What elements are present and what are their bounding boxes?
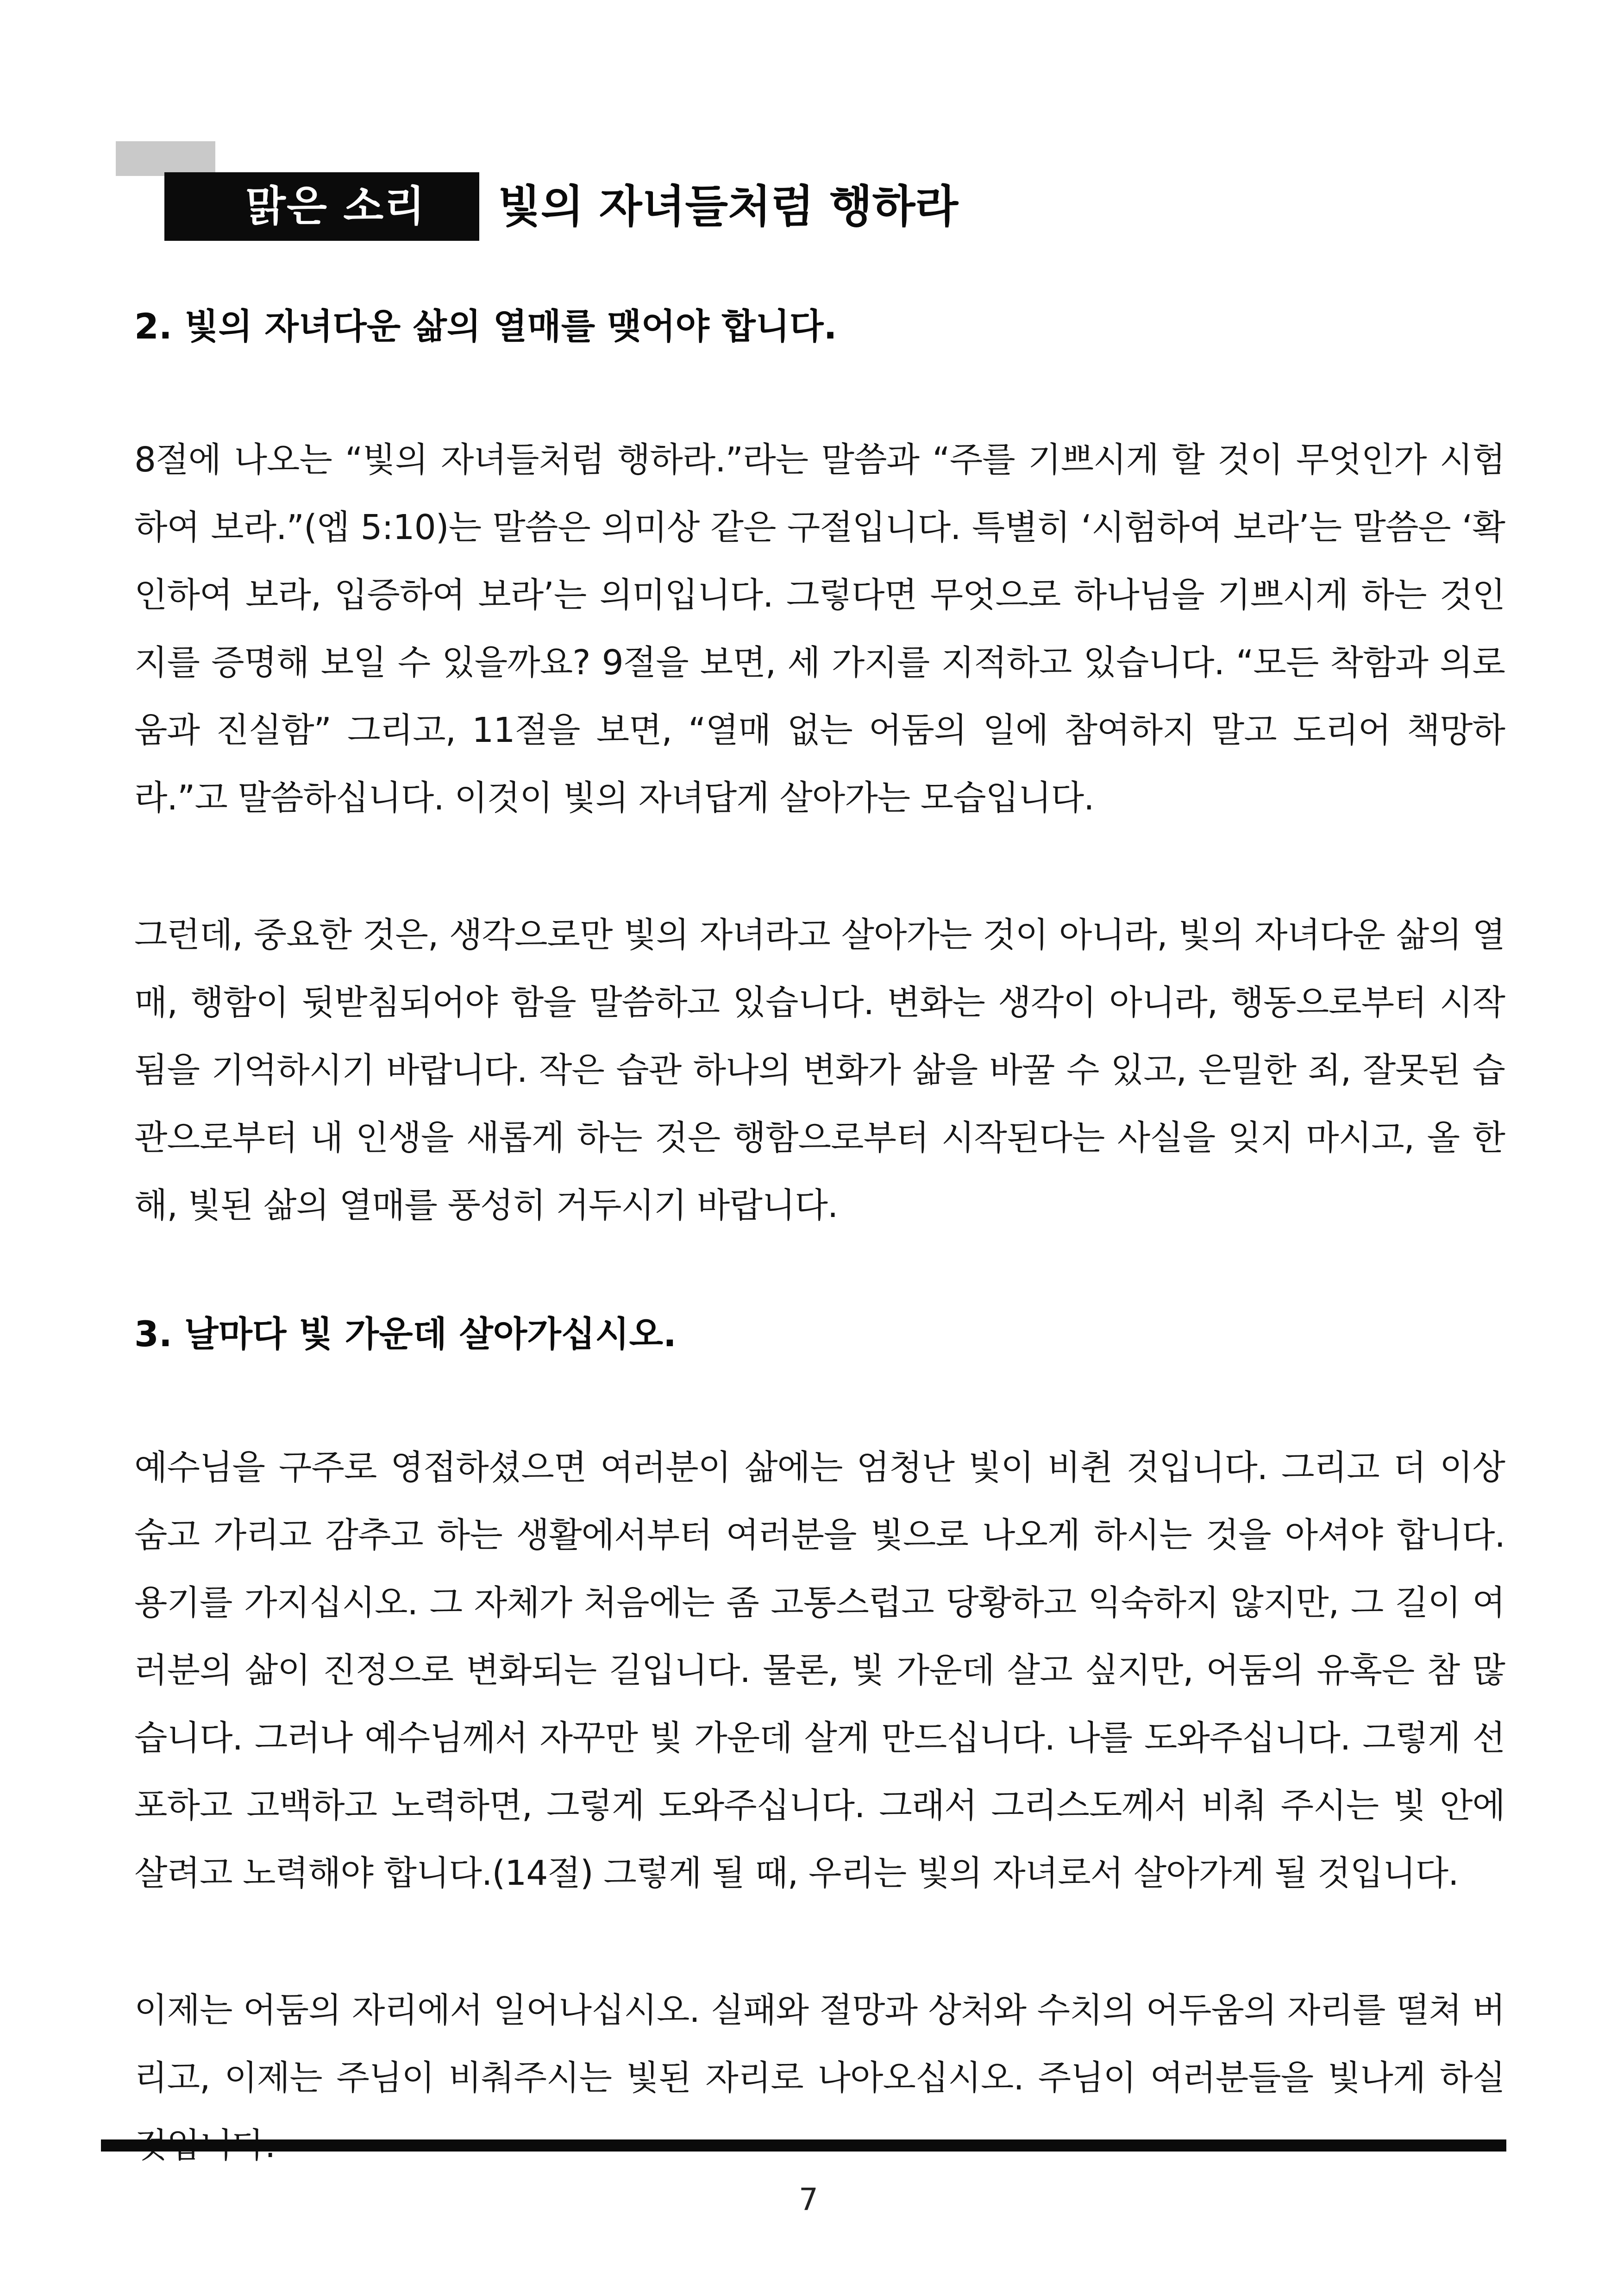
paragraph: 그런데, 중요한 것은, 생각으로만 빛의 자녀라고 살아가는 것이 아니라, 빛의 자녀다운 삶의 열매, 행함이 뒷받침되어야 함을 말씀하고 있습니다. 변화는 생각이 아니라, 행동으로부터 시작됨을 기억하시기 바랍니다. 작은 습관 하나의 변화가 삶을 바꿀 수 있고, 은밀한 죄, 잘못된 습관으로부터 내 인생을 새롭게 하는 것은 행함으로부터 시작된다는 사실을 잊지 마시고, 올 한 해, 빛된 삶의 열매를 풍성히 거두시기 바랍니다. bbox=[134, 915, 1505, 1225]
paragraph: 8절에 나오는 “빛의 자녀들처럼 행하라.”라는 말씀과 “주를 기쁘시게 할 것이 무엇인가 시험하여 보라.”(엡 5:10)는 말씀은 의미상 같은 구절입니다. 특별히 ‘시험하여 보라’는 말씀은 ‘확인하여 보라, 입증하여 보라’는 의미입니다. 그렇다면 무엇으로 하나님을 기쁘시게 하는 것인지를 증명해 보일 수 있을까요? 9절을 보면, 세 가지를 지적하고 있습니다. “모든 착함과 의로움과 진실함” 그리고, 11절을 보면, “열매 없는 어둠의 일에 참여하지 말고 도리어 책망하라.”고 말씀하십니다. 이것이 빛의 자녀답게 살아가는 모습입니다. bbox=[134, 440, 1505, 818]
column-badge: 맑은 소리 bbox=[164, 172, 479, 241]
page-number: 7 bbox=[799, 2182, 818, 2217]
footer-rule bbox=[101, 2139, 1506, 2152]
paragraph: 이제는 어둠의 자리에서 일어나십시오. 실패와 절망과 상처와 수치의 어두움의 자리를 떨쳐 버리고, 이제는 주님이 비춰주시는 빛된 자리로 나아오십시오. 주님이 여러분들을 빛나게 하실 bbox=[134, 1990, 1505, 2098]
article-body bbox=[134, 301, 1505, 2249]
section-3 bbox=[134, 1309, 1505, 2179]
section-heading: 3. 날마다 빛 가운데 살아가십시오. bbox=[134, 1313, 677, 1355]
section-heading: 2. 빛의 자녀다운 삶의 열매를 맺어야 합니다. bbox=[134, 306, 837, 347]
header-decor-tab bbox=[116, 141, 215, 176]
paragraph: 예수님을 구주로 영접하셨으면 여러분이 삶에는 엄청난 빛이 비췬 것입니다. 그리고 더 이상 숨고 가리고 감추고 하는 생활에서부터 여러분을 빛으로 나오게 하시는 것을 아셔야 합니다. 용기를 가지십시오. 그 자체가 처음에는 좀 고통스럽고 당황하고 익숙하지 않지만, 그 길이 여러분의 삶이 진정으로 변화되는 길입니다. 물론, 빛 가운데 살고 싶지만, 어둠의 유혹은 참 많습니다. 그러나 예수님께서 자꾸만 빛 가운데 살게 만드십니다. 나를 도와주십니다. 그렇게 선포하고 고백하고 노력하면, 그렇게 도와주십니다. 그래서 그리스도께서 비춰 주시는 빛 안에 살려고 노력해야 합니다.(14절) 그렇게 될 때, 우리는 빛의 자녀로서 살아가게 될 것입니다. bbox=[134, 1448, 1505, 1893]
page-title: 빛의 자녀들처럼 행하라 bbox=[498, 181, 959, 232]
section-2 bbox=[134, 301, 1505, 1239]
